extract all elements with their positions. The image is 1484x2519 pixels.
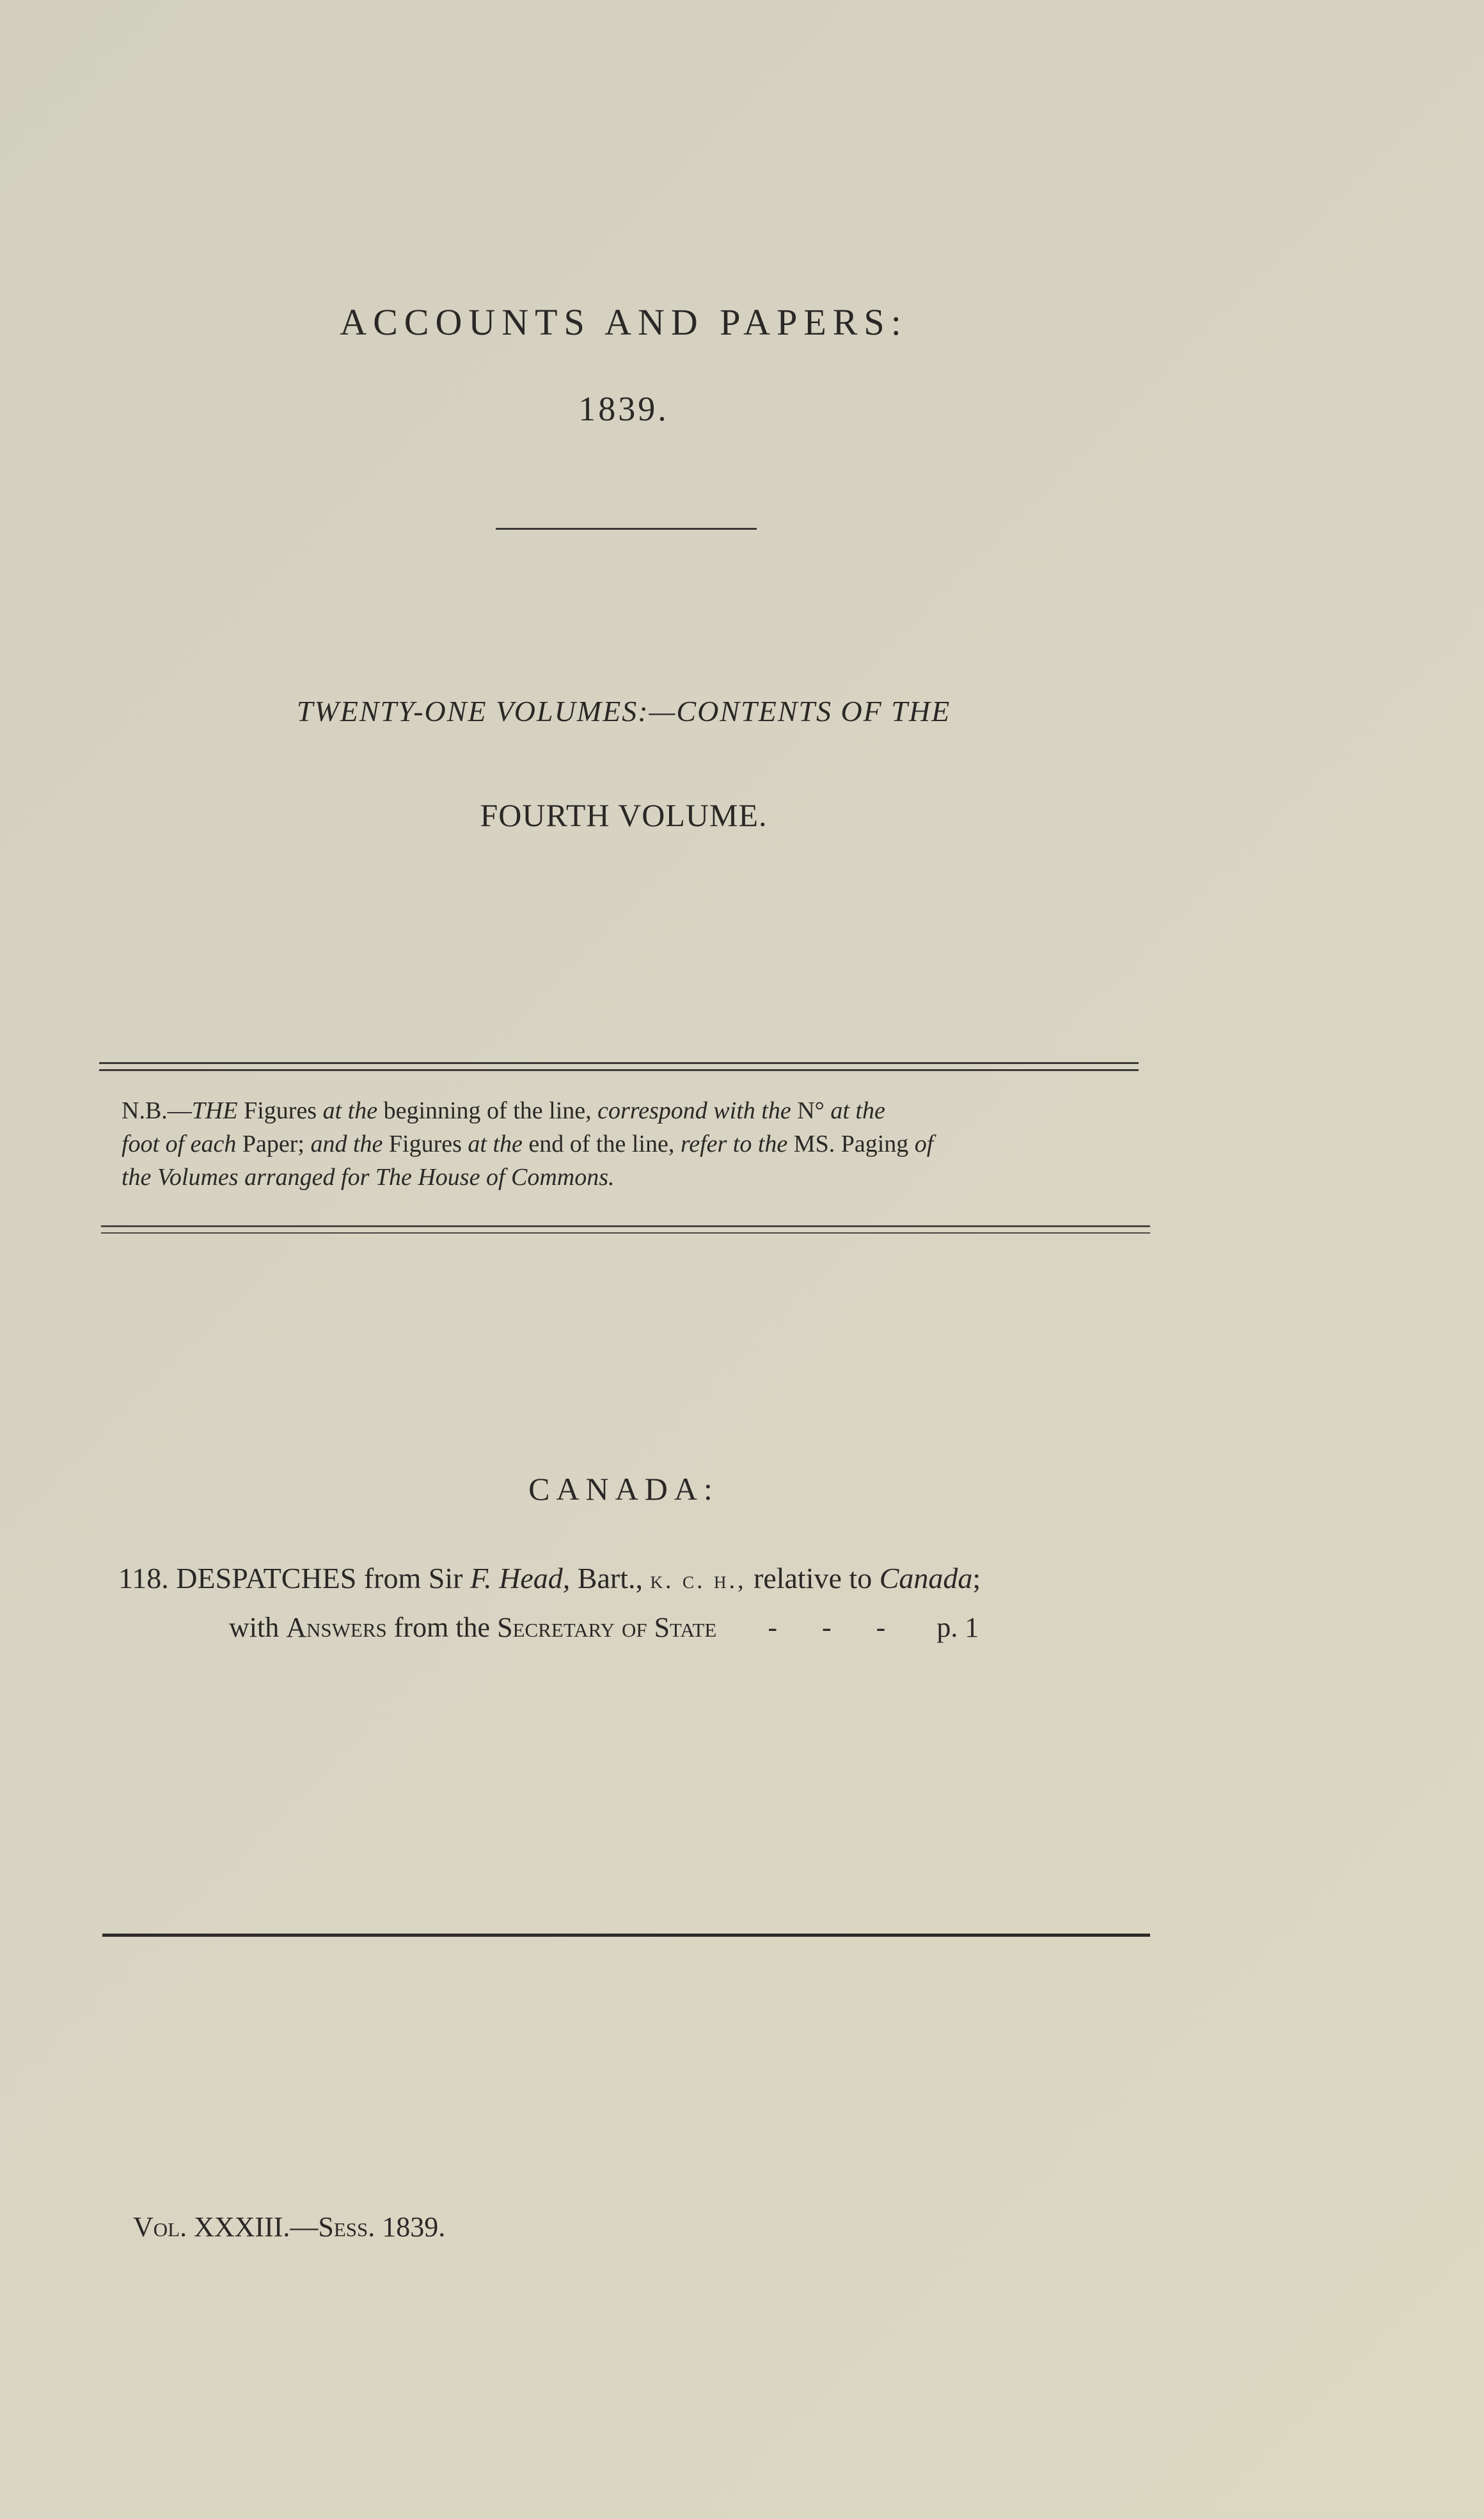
note-block <box>122 1094 1126 1194</box>
note-line-3: the Volumes arranged for The House of Commons. <box>122 1164 615 1191</box>
entry-number: 118. <box>118 1562 169 1594</box>
volume-footer: Vol. XXXIII.—Sess. 1839. <box>133 2211 446 2243</box>
entry-page-ref: p. 1 <box>936 1612 979 1643</box>
entry-line-2: with Answers from the Secretary of State - - - p. 1 <box>229 1612 979 1643</box>
entry-line-1: 118. DESPATCHES from Sir F. Head, Bart., k. c. h., relative to Canada; <box>118 1562 981 1594</box>
note-bottom-double-rule <box>101 1225 1150 1234</box>
bottom-rule <box>102 1934 1150 1937</box>
title-divider <box>496 528 757 530</box>
note-top-double-rule <box>99 1062 1139 1071</box>
volume-subheading: FOURTH VOLUME. <box>480 797 768 833</box>
note-line-1: N.B.—THE Figures at the beginning of the line, correspond with the N° at the <box>122 1097 885 1124</box>
volumes-heading: TWENTY-ONE VOLUMES:—CONTENTS OF THE <box>296 695 951 727</box>
note-line-2: foot of each Paper; and the Figures at the end of the line, refer to the MS. Paging of <box>122 1131 934 1157</box>
section-heading: CANADA: <box>528 1471 719 1507</box>
document-year: 1839. <box>578 390 669 428</box>
document-title: ACCOUNTS AND PAPERS: <box>340 301 908 343</box>
